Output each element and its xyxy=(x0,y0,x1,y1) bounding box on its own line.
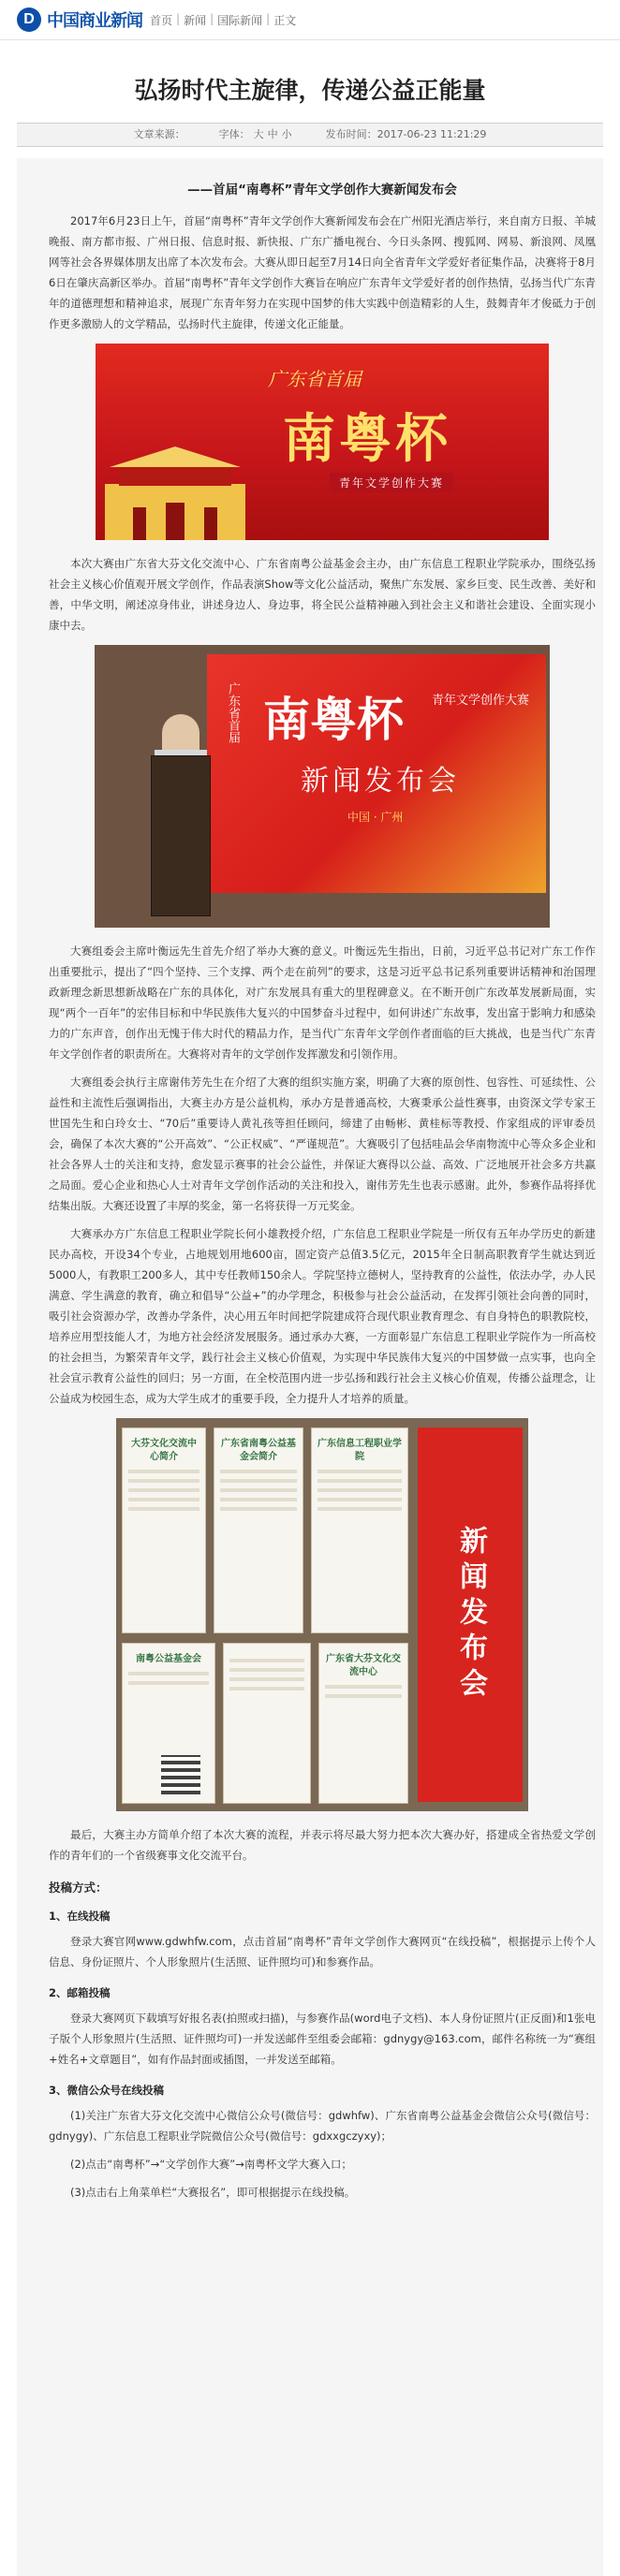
paragraph-1: 2017年6月23日上午，首届“南粤杯”青年文学创作大赛新闻发布会在广州阳光酒店举行，来自南方日报、羊城晚报、南方都市报、广州日报、信息时报、新快报、广东广播电视台、今日头条网、搜狐网、网易、新浪网、凤凰网等社会各界媒体朋友出席了本次发布会。大赛从即日起至7月14日向全省青年文学爱好者征集作品，决赛将于8月6日在肇庆高新区举办。首届“南粤杯”青年文学创作大赛旨在响应广东青年文学爱好者的创作热情，弘扬当代广东青年的道德理想和精神追求，展现广东青年努力在实现中国梦的伟大实践中创造精彩的人生，鼓舞青年才俊砥力于创作更多激励人的文学精品，弘扬时代主旋律，传递文化正能量。 xyxy=(49,214,596,330)
speaker-photo xyxy=(95,645,550,928)
method-2-heading: 2、邮箱投稿 xyxy=(49,1986,111,1999)
stage-banner xyxy=(207,654,546,893)
poster-image xyxy=(96,344,549,540)
article-subheading: ——首届“南粤杯”青年文学创作大赛新闻发布会 xyxy=(187,183,457,198)
rollup-banner-2-title: 广东省南粤公益基金会简介 xyxy=(221,1439,296,1462)
rollup-banner-3 xyxy=(311,1427,408,1633)
breadcrumb xyxy=(150,12,296,28)
breadcrumb-sep: | xyxy=(266,11,271,25)
rollup-banner-6 xyxy=(318,1643,408,1804)
podium xyxy=(151,755,211,916)
banner-title: 南粤杯 xyxy=(263,692,404,747)
breadcrumb-news[interactable]: 新闻 xyxy=(184,13,207,27)
method-1-heading: 1、在线投稿 xyxy=(49,1910,111,1923)
figure-speaker-photo xyxy=(49,645,596,928)
method-2-text: 登录大赛网页下载填写好报名表(拍照或扫描)，与参赛作品(word电子文档)、本人身份证照片(正反面)和1张电子版个人形象照片(生活照、证件照均可)一并发送邮件至组委会邮箱：gdnygy@163.com，邮件名称统一为“赛组+姓名+文章题目”，如有作品封面或插图，一并发送至邮箱。 xyxy=(49,2012,596,2066)
paragraph-4: 大赛组委会执行主席谢伟芳先生在介绍了大赛的组织实施方案，明确了大赛的原创性、包容性、可延续性、公益性和主流性后强调指出，大赛主办方是公益机构，承办方是普通高校，大赛秉承公益性赛事，由资深文学专家王世国先生和白玲女士、“70后”重要诗人黄礼孩等担任顾问，缔建了由畅彬、黄桂标等教授、作家组成的评审委员会，确保了本次大赛的“公开高效”、“公正权威”、“严谨规范”。大赛吸引了包括哇品会华南物流中心等众多企业和社会各界人士的关注和支持，愈发显示赛事的社会公益性，并保证大赛得以公益、高效、广泛地展开社会多方共赢之局面。爱心企业和热心人士对青年文学创作活动的关注和投入，谢伟芳先生也表示感谢。此外，参赛作品将择优结集出版。大赛还设置了丰厚的奖金，第一名将获得一万元奖金。 xyxy=(49,1076,596,1212)
banner-subtitle: 青年文学创作大赛 xyxy=(432,694,530,708)
rollup-banner-6-title: 广东省大芬文化交流中心 xyxy=(326,1654,401,1677)
banner-small-text: 广东省首届 xyxy=(226,682,240,743)
font-size-small[interactable]: 小 xyxy=(281,128,292,140)
paragraph-5: 大赛承办方广东信息工程职业学院长何小雄教授介绍，广东信息工程职业学院是一所仅有五年办学历史的新建民办高校，开设34个专业，占地规划用地600亩，固定资产总值3.5亿元，2015年全日制高职教育学生就达到近5000人，有教职工200多人，其中专任教师150余人。学院坚持立德树人，坚持教育的公益性，依法办学，办人民满意、学生满意的教育，确立和倡导“公益+”的办学理念，积极参与社会公益活动，在发挥引领社会向善的同时，吸引社会资源办学，改善办学条件，决心用五年时间把学院建成符合现代职业教育理念、有自身特色的职教院校，培养应用型技能人才，为地方社会经济发展服务。通过承办大赛，一方面彰显广东信息工程职业学院作为一所高校的社会担当，为繁荣青年文学，践行社会主义核心价值观，为实现中华民族伟大复兴的中国梦做一点实事，也向全社会宣示教育公益性的回归；另一方面，在全校范围内进一步弘扬和践行社会主义核心价值观，传播公益理念，让公益成为校园生态，成为大学生成才的重要手段，全力提升人才培养的质量。 xyxy=(49,1227,596,1405)
rollup-banner-5 xyxy=(223,1643,311,1804)
qr-code-icon xyxy=(161,1755,200,1794)
font-size-large[interactable]: 大 xyxy=(253,128,264,140)
rollup-banner-red: 新闻发布会 xyxy=(418,1427,523,1802)
top-bar xyxy=(0,0,620,40)
article-meta xyxy=(17,123,603,147)
banner-news: 新闻发布会 xyxy=(301,765,460,798)
method-1-text: 登录大赛官网www.gdwhfw.com，点击首届“南粤杯”青年文学创作大赛网页“在线投稿”，根据提示上传个人信息、身份证照片、个人形象照片(生活照、证件照均可)和参赛作品。 xyxy=(49,1935,596,1969)
figure-rollup-banners xyxy=(49,1418,596,1811)
poster-title: 南粤杯 xyxy=(283,408,451,470)
poster-tag: 青年文学创作大赛 xyxy=(330,473,453,492)
article-body xyxy=(17,158,603,2576)
method-3-text-1: (1)关注广东省大芬文化交流中心微信公众号(微信号：gdwhfw)、广东省南粤公益基金会微信公众号(微信号：gdnygy)、广东信息工程职业学院微信公众号(微信号：gdxxgczyxy)； xyxy=(49,2109,596,2143)
site-logo[interactable] xyxy=(17,7,142,32)
banner-location: 中国 · 广州 xyxy=(347,811,404,824)
rollup-banner-2 xyxy=(214,1427,303,1633)
rollup-banner-4-title: 南粤公益基金会 xyxy=(136,1654,201,1664)
paragraph-2: 本次大赛由广东省大芬文化交流中心、广东省南粤公益基金会主办，由广东信息工程职业学院承办，围绕弘扬社会主义核心价值观开展文学创作，作品表演Show等文化公益活动，聚焦广东发展、家乡巨变、民生改善、美好和善，中华文明，阐述凉身伟业，讲述身边人、身边事，将全民公益精神融入到社会主义和谐社会建设、全面实现小康中去。 xyxy=(49,557,596,632)
method-3-text-3: (3)点击右上角菜单栏“大赛报名”，即可根据提示在线投稿。 xyxy=(70,2186,356,2199)
meta-published: 发布时间：2017-06-23 11:21:29 xyxy=(325,128,487,140)
rollup-banner-1-title: 大芬文化交流中心简介 xyxy=(131,1439,197,1462)
breadcrumb-intl-news[interactable]: 国际新闻 xyxy=(217,13,263,27)
rollup-banner-1 xyxy=(122,1427,206,1633)
poster-subtitle: 广东省首届 xyxy=(268,368,362,390)
method-3-heading: 3、微信公众号在线投稿 xyxy=(49,2084,165,2097)
breadcrumb-home[interactable]: 首页 xyxy=(150,13,173,27)
logo-text: 中国商业新闻 xyxy=(47,11,142,31)
breadcrumb-sep: | xyxy=(210,11,214,25)
breadcrumb-sep: | xyxy=(176,11,181,25)
logo-mark: D xyxy=(17,7,41,32)
figure-poster xyxy=(49,344,596,540)
font-size-switch xyxy=(217,124,294,146)
paragraph-3: 大赛组委会主席叶衡远先生首先介绍了举办大赛的意义。叶衡远先生指出，日前，习近平总书记对广东工作作出重要批示，提出了“四个坚持、三个支撑、两个走在前列”的要求，这是习近平总书记系列重要讲话精神和治国理政新理念新思想新战略在广东的具体化，对广东发展具有重大的里程碑意义。在不断开创广东改革发展新局面，实现“两个一百年”的宏伟目标和中华民族伟大复兴的中国梦奋斗过程中，如何讲述广东故事，发出富于影响力和感染力的广东声音，创作出无愧于伟大时代的精品力作，是当代广东青年文学创作者面临的巨大挑战，也是当代广东青年文学创作者的职责所在。大赛将对青年的文学创作发挥激发和引领作用。 xyxy=(49,944,596,1061)
rollup-banners-photo xyxy=(116,1418,528,1811)
submission-heading: 投稿方式： xyxy=(49,1881,108,1895)
paragraph-6: 最后，大赛主办方简单介绍了本次大赛的流程，并表示将尽最大努力把本次大赛办好，搭建成全省热爱文学创作的青年们的一个省级赛事文化交流平台。 xyxy=(49,1828,596,1862)
meta-source: 文章来源： xyxy=(133,128,185,140)
font-size-label: 字体： xyxy=(218,128,250,140)
rollup-banner-3-title: 广东信息工程职业学院 xyxy=(317,1439,402,1462)
breadcrumb-current: 正文 xyxy=(273,13,297,27)
method-3-text-2: (2)点击“南粤杯”→“文学创作大赛”→南粤杯文学大赛入口； xyxy=(70,2158,352,2171)
page-title: 弘扬时代主旋律，传递公益正能量 xyxy=(134,77,486,104)
font-size-medium[interactable]: 中 xyxy=(267,128,278,140)
tiananmen-illustration xyxy=(96,428,255,540)
